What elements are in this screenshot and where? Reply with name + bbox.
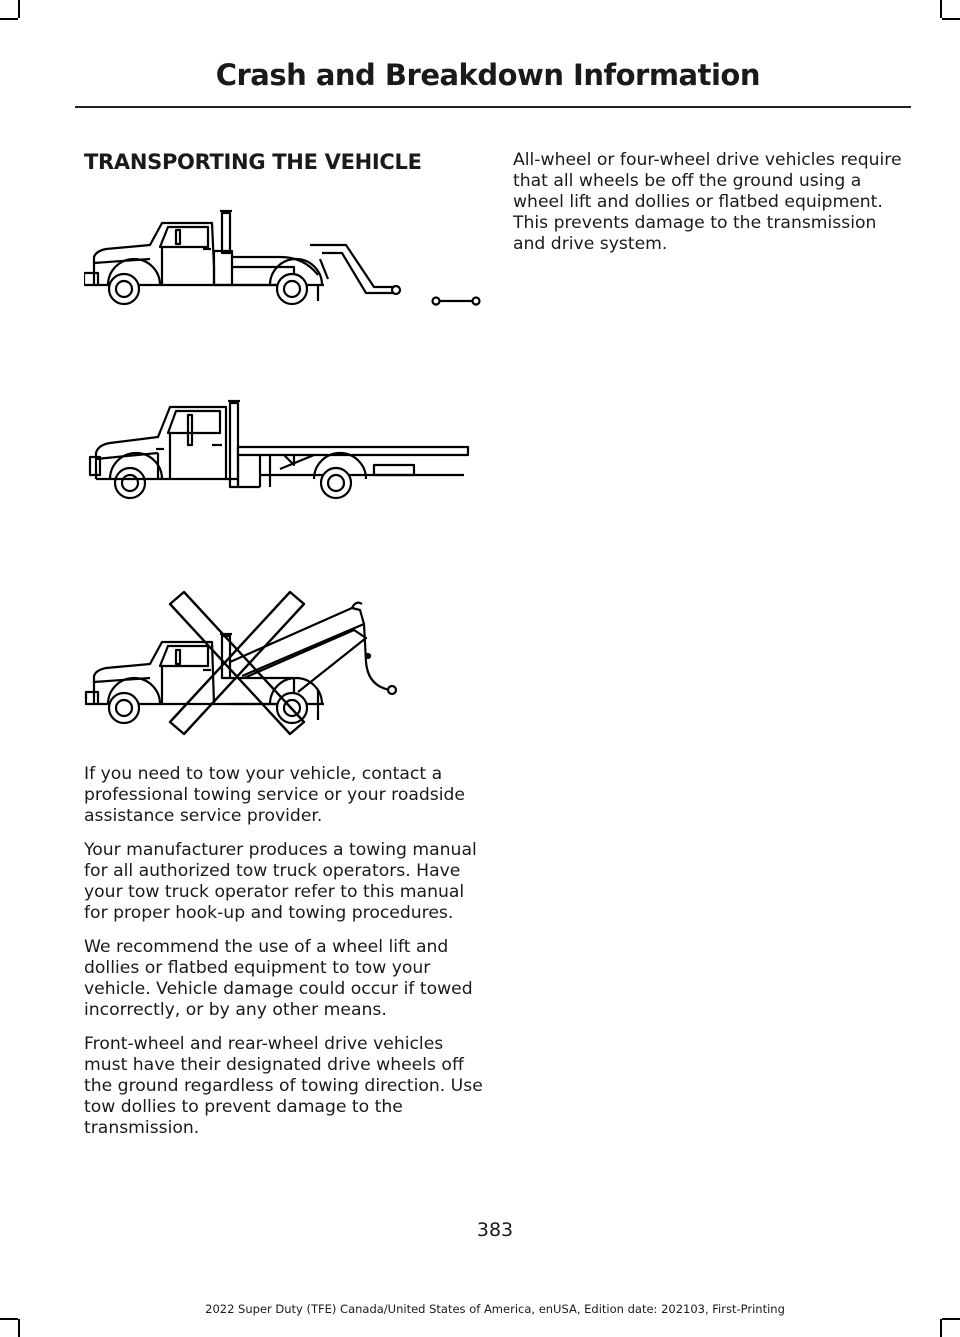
sling-tow-truck-not-recommended-illustration (84, 590, 484, 740)
crop-mark (940, 1319, 942, 1337)
section-title: TRANSPORTING THE VEHICLE (84, 150, 422, 174)
header-divider (75, 106, 911, 108)
crop-mark (942, 1318, 960, 1320)
paragraph: Front-wheel and rear-wheel drive vehicles must have their designated drive wheels off the ground regardless of towing direction. Use tow dollies to prevent damage to the transmission. (84, 1034, 483, 1138)
crop-mark (0, 1318, 18, 1320)
right-column-text (513, 150, 905, 268)
flatbed-tow-truck-illustration (84, 395, 484, 505)
wheel-lift-tow-truck-illustration (84, 205, 484, 315)
paragraph: Your manufacturer produces a towing manual for all authorized tow truck operators. Have your tow truck operator refer to this manual for proper hook-up and towing procedures. (84, 840, 477, 923)
left-column-text (84, 764, 484, 1152)
crop-mark (18, 1319, 20, 1337)
page-number: 383 (476, 1219, 514, 1241)
edition-footer: 2022 Super Duty (TFE) Canada/United States of America, enUSA, Edition date: 202103, First-Printing (205, 1302, 785, 1316)
paragraph: All-wheel or four-wheel drive vehicles require that all wheels be off the ground using a wheel lift and dollies or flatbed equipment. This prevents damage to the transmission and drive system. (513, 150, 902, 254)
paragraph: If you need to tow your vehicle, contact a professional towing service or your roadside assistance service provider. (84, 764, 466, 826)
paragraph: We recommend the use of a wheel lift and dollies or flatbed equipment to tow your vehicle. Vehicle damage could occur if towed incorrectly, or by any other means. (84, 937, 473, 1020)
crop-mark (940, 0, 942, 18)
page-header-title: Crash and Breakdown Information (215, 58, 760, 92)
crop-mark (0, 18, 18, 20)
crop-mark (942, 18, 960, 20)
crop-mark (18, 0, 20, 18)
